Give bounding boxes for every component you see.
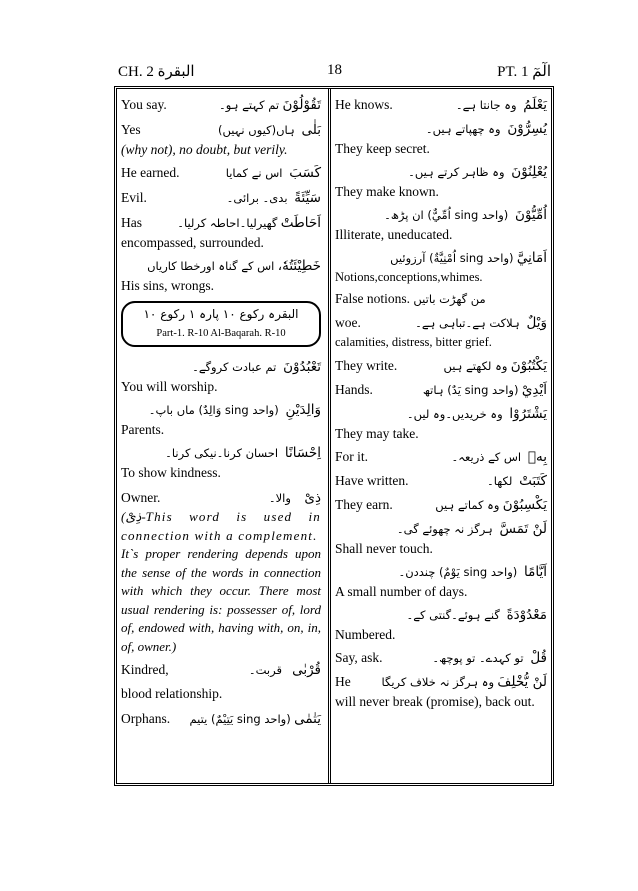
entry-arabic: يَشْتَرُوْا — [509, 406, 547, 422]
entry-english: He knows. — [335, 97, 393, 112]
usage-note-2: It`s proper rendering depends upon the sense of the words in connection with which they occur. There most usual rendering is: possesser of, lord of, endowed with, having with, on, in, of, owner.) — [121, 546, 321, 654]
entry-english-2: His sins, wrongs. — [121, 278, 215, 293]
entry-english: They write. — [335, 358, 398, 373]
entry-yes — [121, 120, 321, 159]
entry-they-earn — [335, 495, 547, 515]
entry-urdu: تم عبادت کروگے۔ — [192, 360, 277, 374]
entry-urdu: (واحد sing يَتِيْمٌ) يتيم — [189, 712, 291, 726]
entry-arabic: كَتَبَتْ — [519, 473, 547, 489]
entry-owner — [121, 488, 321, 508]
column-divider — [328, 89, 331, 783]
entry-arabic: قُلْ — [530, 650, 547, 666]
entry-urdu: قربت۔ — [248, 663, 282, 677]
entry-make-known — [335, 162, 547, 201]
left-column — [121, 95, 321, 729]
entry-english-2: Notions,conceptions,whimes. — [335, 270, 483, 284]
entry-english: woe. — [335, 315, 361, 330]
entry-english: They earn. — [335, 497, 393, 512]
entry-english-2: (why not), no doubt, but verily. — [121, 142, 288, 157]
entry-urdu: وہ خریدیں۔وہ لیں۔ — [406, 407, 503, 421]
entry-english: Evil. — [121, 190, 147, 205]
entry-urdu: گھیرلیا۔احاطہ کرلیا۔ — [177, 216, 278, 230]
entry-say-ask — [335, 648, 547, 668]
entry-english-2: They may take. — [335, 426, 419, 441]
entry-urdu: ہاں(کیوں نہیں) — [217, 123, 295, 137]
entry-urdu: ہرگز نہ چھوئے گی۔ — [396, 522, 493, 536]
entry-never-break — [335, 672, 547, 711]
entry-woe — [335, 313, 547, 352]
entry-english: Hands. — [335, 382, 373, 397]
entry-english: He — [335, 674, 351, 689]
entry-urdu: بدی۔ برائی۔ — [226, 191, 288, 205]
entry-hands — [335, 380, 547, 400]
entry-arabic: يُسِرُّوْنَ — [507, 121, 547, 137]
entry-english: Orphans. — [121, 711, 171, 726]
entry-urdu: من گھڑت باتیں — [413, 292, 486, 306]
entry-kindness — [121, 443, 321, 482]
entry-english-2: Shall never touch. — [335, 541, 433, 556]
entry-kindred — [121, 660, 321, 703]
entry-english: For it. — [335, 449, 369, 464]
entry-english-2: Numbered. — [335, 627, 396, 642]
entry-false-notions — [335, 289, 547, 309]
entry-arabic: يَتٰمٰى — [294, 711, 321, 727]
entry-illiterate — [335, 205, 547, 244]
entry-urdu: اس کے گناہ اورخطا کاریاں — [147, 259, 275, 273]
entry-numbered — [335, 605, 547, 644]
entry-english: He earned. — [121, 165, 180, 180]
entry-arabic: بَلٰى — [301, 122, 321, 138]
entry-arabic: يَعْلَمُ — [523, 97, 547, 113]
entry-urdu: (واحد sing اُمْنِيَّةٌ) آرزوئیں — [390, 251, 514, 265]
entry-english-2: To show kindness. — [121, 465, 221, 480]
entry-urdu: وہ چھپاتے ہیں۔ — [425, 122, 501, 136]
entry-english-2: calamities, distress, bitter grief. — [335, 335, 492, 349]
entry-urdu: احسان کرنا۔نیکی کرنا۔ — [165, 446, 279, 460]
entry-parents — [121, 400, 321, 439]
entry-urdu: والا۔ — [268, 491, 291, 505]
entry-he-earned — [121, 163, 321, 183]
entry-has-encompassed — [121, 213, 321, 252]
entry-you-say — [121, 95, 321, 115]
entry-urdu: وہ لکھتے ہیں — [443, 359, 508, 373]
entry-he-knows — [335, 95, 547, 115]
entry-arabic: اَمَانِيَّ — [516, 250, 547, 266]
entry-english-2: Parents. — [121, 422, 165, 437]
entry-urdu: وہ ہرگز نہ خلاف کریگا — [381, 675, 495, 689]
entry-arabic: لَنْ يُّخْلِفَ — [497, 674, 547, 690]
entry-for-it — [335, 447, 547, 467]
right-column — [335, 95, 547, 711]
entry-keep-secret — [335, 119, 547, 158]
entry-english: Kindred, — [121, 662, 169, 677]
part-label: PT. 1 الٓمٓ — [497, 64, 551, 80]
entry-english: Owner. — [121, 490, 161, 505]
entry-english: Yes — [121, 122, 141, 137]
entry-arabic: قُرْبٰى — [292, 662, 321, 678]
entry-they-write — [335, 356, 547, 376]
entry-may-take — [335, 404, 547, 443]
entry-english-2: They make known. — [335, 184, 439, 199]
entry-his-sins: خَطِيْئَتُهٗ، اس کے گناہ اورخطا کاریاں His sins, wrongs. — [121, 258, 321, 293]
entry-orphans — [121, 709, 321, 729]
entry-arabic: اَيَّامًا — [524, 564, 547, 580]
entry-urdu: وہ کماتے ہیں — [435, 498, 500, 512]
entry-english-2: blood relationship. — [121, 686, 223, 701]
entry-arabic: مَعْدُوْدَةً — [506, 607, 547, 623]
entry-urdu: تو کہدے۔ تو پوچھ۔ — [432, 651, 524, 665]
entry-arabic: يَكْسِبُوْنَ — [502, 497, 547, 513]
entry-arabic: اَيْدِيْ — [521, 382, 547, 398]
entry-urdu: ہلاکت ہے۔تباہی ہے۔ — [415, 316, 520, 330]
entry-notions — [335, 248, 547, 287]
entry-arabic: سَيِّئَةً — [294, 190, 321, 206]
entry-english: False notions. — [335, 291, 411, 306]
entry-urdu: (واحد sing اُمِّيٌّ) ان پڑھ۔ — [384, 208, 509, 222]
entry-arabic: يُعْلِنُوْنَ — [511, 164, 547, 180]
page-header — [118, 60, 551, 84]
entry-english-2: will never break (promise), back out. — [335, 694, 535, 709]
entry-have-written — [335, 471, 547, 491]
ruku-english: Part-1. R-10 Al-Baqarah. R-10 — [156, 328, 286, 339]
entry-arabic: اُمِّيُّوْنَ — [515, 207, 547, 223]
entry-urdu: وہ جانتا ہے۔ — [455, 98, 517, 112]
page-number: 18 — [327, 62, 342, 78]
usage-note-1: (ذِیْ-This word is used in connection with a complement. — [121, 509, 321, 543]
entry-english-2: You will worship. — [121, 379, 218, 394]
entry-arabic: كَسَبَ — [289, 165, 321, 181]
entry-arabic: خَطِيْئَتُهٗ — [282, 258, 321, 274]
entry-arabic: وَالِدَيْنِ — [285, 402, 321, 418]
entry-english: Has — [121, 215, 142, 230]
ruku-box — [121, 301, 321, 347]
entry-worship — [121, 357, 321, 396]
entry-never-touch — [335, 519, 547, 558]
entry-english-2: Illiterate, uneducated. — [335, 227, 453, 242]
entry-arabic: اِحْسَانًا — [284, 445, 321, 461]
entry-english: You say. — [121, 97, 167, 112]
entry-arabic: بِهٖ — [527, 449, 547, 465]
entry-urdu: وہ ظاہر کرتے ہیں۔ — [408, 165, 505, 179]
entry-evil — [121, 188, 321, 208]
entry-urdu: اس نے کمایا — [225, 166, 283, 180]
entry-english-2: They keep secret. — [335, 141, 430, 156]
entry-urdu: اس کے ذریعہ۔ — [451, 450, 522, 464]
chapter-label: CH. 2 البقرة — [118, 64, 195, 80]
entry-english-2: A small number of days. — [335, 584, 468, 599]
entry-arabic: وَيْلٌ — [526, 315, 547, 331]
ruku-urdu: البقرہ رکوع ۱۰ پارہ ۱ رکوع ۱۰ — [143, 307, 299, 321]
entry-arabic: ذِیْ — [304, 490, 321, 506]
entry-urdu: لکھا۔ — [487, 474, 513, 488]
entry-urdu: (واحد sing يَدٌ) ہاتھ — [422, 383, 519, 397]
entry-english: Have written. — [335, 473, 409, 488]
entry-arabic: يَكْتُبُوْنَ — [510, 358, 547, 374]
entry-english-2: encompassed, surrounded. — [121, 235, 264, 250]
entry-urdu: (واحد sing وَالِدٌ) ماں باپ۔ — [148, 403, 279, 417]
entry-urdu: تم کہتے ہو۔ — [219, 98, 280, 112]
entry-arabic: تَقُوْلُوْنَ — [282, 97, 321, 113]
entry-arabic: لَنْ تَمَسَّ — [499, 521, 547, 537]
entry-days — [335, 562, 547, 601]
entry-english: Say, ask. — [335, 650, 383, 665]
entry-urdu: (واحد sing يَوْمٌ) چنددن۔ — [398, 565, 518, 579]
entry-urdu: گنے ہوئے۔گنتی کے۔ — [406, 608, 500, 622]
entry-arabic: تَعْبُدُوْنَ — [283, 359, 321, 375]
entry-arabic: اَحَاطَتْ — [280, 215, 321, 231]
